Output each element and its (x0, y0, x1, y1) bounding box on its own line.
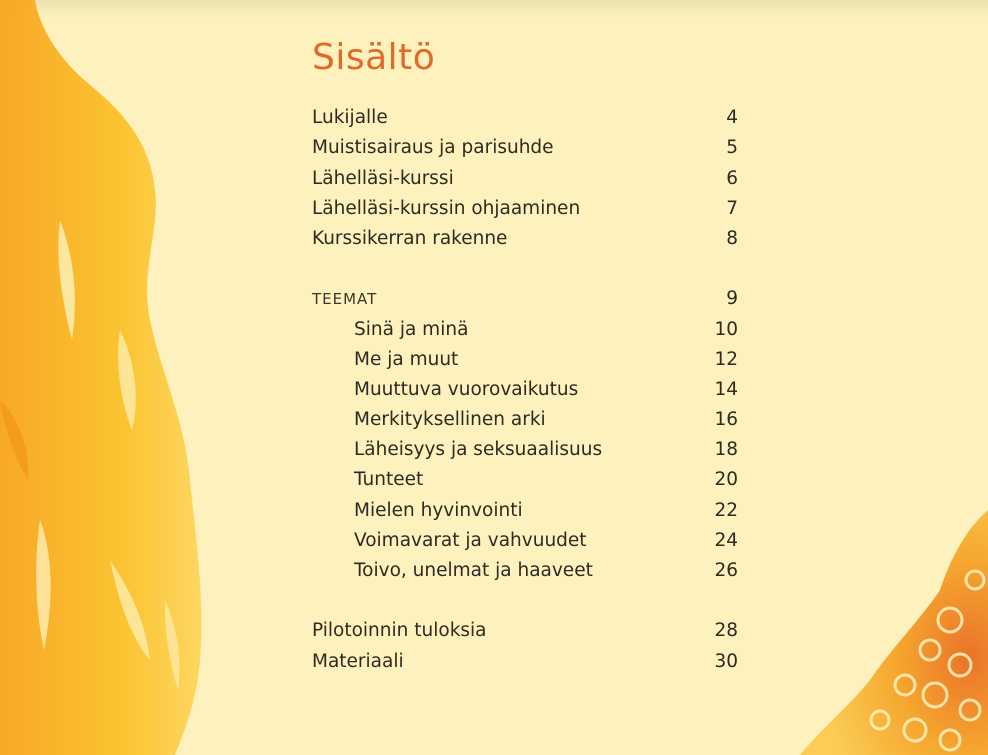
toc-entry-page: 6 (726, 167, 738, 189)
toc-subentry[interactable] (312, 379, 738, 409)
toc-subentry[interactable] (312, 319, 738, 349)
toc-entry-page: 30 (714, 650, 738, 672)
toc-subentry-page: 16 (714, 409, 738, 431)
toc-subentry-label: Merkityksellinen arki (354, 409, 546, 431)
toc-entry-label: Pilotoinnin tuloksia (312, 620, 487, 642)
toc-entry[interactable] (312, 651, 738, 681)
toc-entry-label: Kurssikerran rakenne (312, 227, 508, 249)
toc-section-page: 9 (726, 288, 738, 310)
toc-subentry-label: Mielen hyvinvointi (354, 499, 523, 521)
toc-section-heading[interactable] (312, 288, 738, 318)
toc-subentry-page: 18 (714, 439, 738, 461)
toc-subentry-label: Voimavarat ja vahvuudet (354, 529, 587, 551)
toc-subentry-page: 20 (714, 469, 738, 491)
toc-subentry-page: 12 (714, 348, 738, 370)
toc-entry[interactable] (312, 228, 738, 258)
toc-subentry[interactable] (312, 500, 738, 530)
toc-subentry-label: Muuttuva vuorovaikutus (354, 378, 579, 400)
toc-subentry-page: 14 (714, 378, 738, 400)
toc-spacer (312, 590, 738, 620)
toc-subentry[interactable] (312, 530, 738, 560)
toc-subentry[interactable] (312, 560, 738, 590)
toc-entry-label: Materiaali (312, 650, 404, 672)
watercolor-decoration-left (0, 0, 240, 755)
toc-subentry-page: 24 (714, 529, 738, 551)
toc-section-label: TEEMAT (312, 290, 378, 309)
toc-subentry-label: Läheisyys ja seksuaalisuus (354, 439, 603, 461)
toc-entry-label: Muistisairaus ja parisuhde (312, 137, 554, 159)
toc-entry-page: 8 (726, 227, 738, 249)
toc-subentry[interactable] (312, 469, 738, 499)
toc-entry[interactable] (312, 168, 738, 198)
toc-subentry[interactable] (312, 349, 738, 379)
toc-subentry[interactable] (312, 439, 738, 469)
toc-entry[interactable] (312, 137, 738, 167)
toc-entry-page: 28 (714, 620, 738, 642)
toc-subentry-page: 26 (714, 560, 738, 581)
toc-subentry[interactable] (312, 409, 738, 439)
toc-entry-page: 5 (726, 137, 738, 159)
toc-entry[interactable] (312, 198, 738, 228)
watercolor-decoration-right (790, 500, 988, 755)
toc-subentry-label: Me ja muut (354, 348, 459, 370)
toc-entry[interactable] (312, 107, 738, 137)
toc-subentry-page: 22 (714, 499, 738, 521)
toc-entry-label: Lukijalle (312, 107, 388, 129)
toc-entry-page: 7 (726, 197, 738, 219)
toc-subentry-label: Toivo, unelmat ja haaveet (354, 560, 593, 581)
toc-entry-page: 4 (726, 107, 738, 129)
toc-spacer (312, 258, 738, 288)
toc-entry[interactable] (312, 620, 738, 650)
toc-entry-label: Lähelläsi-kurssi (312, 167, 454, 189)
toc-entry-label: Lähelläsi-kurssin ohjaaminen (312, 197, 581, 219)
toc-subentry-label: Sinä ja minä (354, 318, 469, 340)
page-title: Sisältö (312, 37, 436, 78)
toc-subentry-label: Tunteet (354, 469, 424, 491)
toc-subentry-page: 10 (714, 318, 738, 340)
table-of-contents (312, 36, 738, 681)
